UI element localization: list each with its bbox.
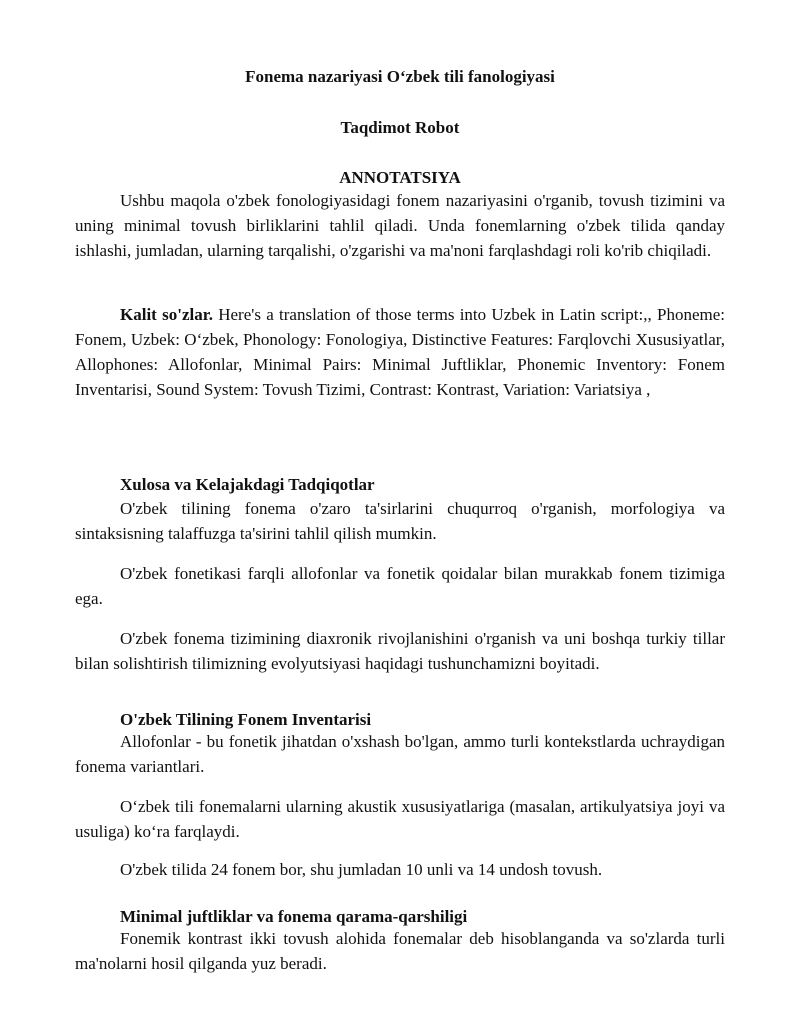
section-paragraph: O'zbek fonema tizimining diaxronik rivojlanishini o'rganish va uni boshqa turkiy tillar bilan solishtirish tilimizning evolyutsiyasi haqidagi tushunchamizni boyitadi.	[75, 629, 725, 673]
section-heading: Minimal juftliklar va fonema qarama-qarshiligi	[120, 907, 468, 926]
section-paragraph: O'zbek tilining fonema o'zaro ta'sirlarini chuqurroq o'rganish, morfologiya va sintaksisning talaffuzga ta'sirini tahlil qilish mumkin.	[75, 499, 725, 543]
document-title: Fonema nazariyasi O‘zbek tili fanologiyasi	[245, 67, 555, 86]
section-paragraph: O‘zbek tili fonemalarni ularning akustik xususiyatlariga (masalan, artikulyatsiya joyi va usuliga) ko‘ra farqlaydi.	[75, 797, 725, 841]
abstract-paragraph: Ushbu maqola o'zbek fonologiyasidagi fonem nazariyasini o'rganib, tovush tizimini va uning minimal tovush birliklarini tahlil qiladi. Unda fonemlarning o'zbek tilida qanday ishlashi, jumladan, ularning tarqalishi, o'zgarishi va ma'noni farqlashdagi roli ko'rib chiqiladi.	[75, 191, 725, 260]
section-heading: O'zbek Tilining Fonem Inventarisi	[120, 710, 372, 729]
section-heading: Xulosa va Kelajakdagi Tadqiqotlar	[120, 475, 375, 494]
section-paragraph: Allofonlar - bu fonetik jihatdan o'xshash bo'lgan, ammo turli kontekstlarda uchraydigan fonema variantlari.	[75, 732, 725, 776]
section-paragraph: Fonemik kontrast ikki tovush alohida fonemalar deb hisoblanganda va so'zlarda turli ma'nolarni hosil qilganda yuz beradi.	[75, 929, 725, 973]
section-paragraph: O'zbek tilida 24 fonem bor, shu jumladan 10 unli va 14 undosh tovush.	[120, 860, 603, 879]
section-paragraph: O'zbek fonetikasi farqli allofonlar va fonetik qoidalar bilan murakkab fonem tizimiga ega.	[75, 564, 725, 608]
keywords-label: Kalit so'zlar.	[120, 305, 213, 324]
abstract-heading: ANNOTATSIYA	[339, 168, 461, 187]
keywords-paragraph	[75, 302, 725, 402]
keywords-text: Here's a translation of those terms into Uzbek in Latin script:,, Phoneme: Fonem, Uzbek: O‘zbek, Phonology: Fonologiya, Distinctive Features: Farqlovchi Xususiyatlar, Allophones: Allofonlar, Minimal Pairs: Minimal Juftliklar, Phonemic Inventory: Fonem Inventarisi, Sound System: Tovush Tizimi, Contrast: Kontrast, Variation: Variatsiya ,	[75, 305, 725, 399]
document-author: Taqdimot Robot	[340, 118, 460, 137]
